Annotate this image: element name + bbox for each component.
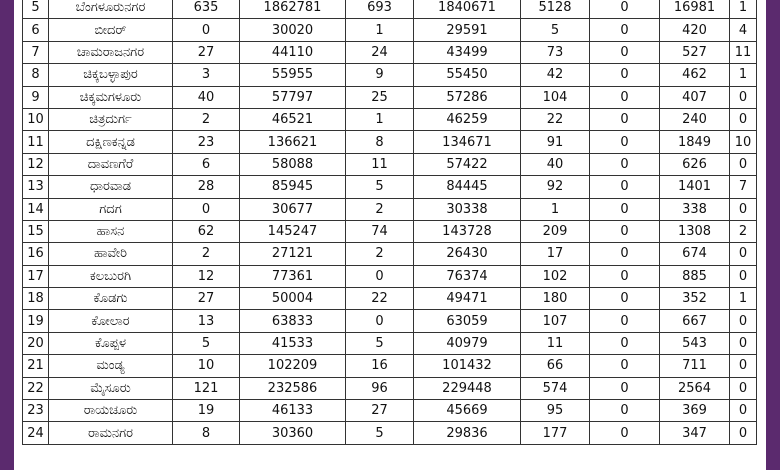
district-name-cell: ಮಂಡ್ಯ [49,355,173,377]
value-cell-5: 5128 [521,0,590,19]
value-cell-6: 0 [590,198,660,220]
value-cell-2: 85945 [240,176,346,198]
value-cell-8: 10 [730,131,757,153]
value-cell-8: 7 [730,176,757,198]
serial-number-cell: 18 [23,288,49,310]
value-cell-3: 74 [346,220,414,242]
district-name-cell: ಹಾವೇರಿ [49,243,173,265]
value-cell-2: 46133 [240,400,346,422]
value-cell-4: 1840671 [414,0,521,19]
district-name-cell: ದಕ್ಷಿಣಕನ್ನಡ [49,131,173,153]
value-cell-1: 635 [173,0,240,19]
value-cell-3: 693 [346,0,414,19]
table-row [23,19,757,41]
value-cell-7: 1401 [660,176,730,198]
value-cell-1: 27 [173,41,240,63]
value-cell-1: 3 [173,64,240,86]
value-cell-5: 209 [521,220,590,242]
table-body [23,0,757,444]
value-cell-7: 347 [660,422,730,444]
value-cell-3: 27 [346,400,414,422]
value-cell-8: 0 [730,243,757,265]
table-row [23,265,757,287]
value-cell-2: 58088 [240,153,346,175]
value-cell-1: 121 [173,377,240,399]
table-row [23,86,757,108]
value-cell-7: 1308 [660,220,730,242]
value-cell-3: 2 [346,243,414,265]
value-cell-2: 102209 [240,355,346,377]
district-name-cell: ಮೈಸೂರು [49,377,173,399]
value-cell-8: 0 [730,400,757,422]
table-row [23,176,757,198]
value-cell-6: 0 [590,41,660,63]
value-cell-4: 49471 [414,288,521,310]
value-cell-1: 62 [173,220,240,242]
table-row [23,355,757,377]
district-name-cell: ಹಾಸನ [49,220,173,242]
value-cell-2: 55955 [240,64,346,86]
district-name-cell: ಗದಗ [49,198,173,220]
value-cell-5: 102 [521,265,590,287]
value-cell-6: 0 [590,332,660,354]
serial-number-cell: 5 [23,0,49,19]
district-name-cell: ಚಿತ್ರದುರ್ಗ [49,108,173,130]
value-cell-5: 104 [521,86,590,108]
value-cell-5: 11 [521,332,590,354]
value-cell-5: 107 [521,310,590,332]
value-cell-3: 22 [346,288,414,310]
value-cell-2: 77361 [240,265,346,287]
value-cell-7: 462 [660,64,730,86]
value-cell-2: 50004 [240,288,346,310]
value-cell-3: 9 [346,64,414,86]
serial-number-cell: 24 [23,422,49,444]
value-cell-6: 0 [590,19,660,41]
value-cell-4: 57422 [414,153,521,175]
value-cell-2: 232586 [240,377,346,399]
value-cell-1: 28 [173,176,240,198]
district-name-cell: ರಾಯಚೂರು [49,400,173,422]
value-cell-6: 0 [590,131,660,153]
district-name-cell: ಕೋಲಾರ [49,310,173,332]
value-cell-8: 1 [730,0,757,19]
value-cell-6: 0 [590,310,660,332]
value-cell-6: 0 [590,355,660,377]
value-cell-1: 6 [173,153,240,175]
value-cell-8: 0 [730,355,757,377]
serial-number-cell: 8 [23,64,49,86]
district-name-cell: ಕೊಡಗು [49,288,173,310]
serial-number-cell: 22 [23,377,49,399]
value-cell-2: 1862781 [240,0,346,19]
table-row [23,422,757,444]
value-cell-1: 12 [173,265,240,287]
serial-number-cell: 15 [23,220,49,242]
value-cell-8: 0 [730,86,757,108]
value-cell-8: 0 [730,153,757,175]
table-row [23,131,757,153]
value-cell-6: 0 [590,153,660,175]
value-cell-1: 2 [173,108,240,130]
value-cell-8: 0 [730,108,757,130]
value-cell-3: 96 [346,377,414,399]
value-cell-3: 25 [346,86,414,108]
value-cell-4: 76374 [414,265,521,287]
value-cell-6: 0 [590,64,660,86]
value-cell-7: 369 [660,400,730,422]
value-cell-4: 101432 [414,355,521,377]
value-cell-2: 136621 [240,131,346,153]
serial-number-cell: 13 [23,176,49,198]
value-cell-8: 0 [730,422,757,444]
value-cell-5: 180 [521,288,590,310]
value-cell-3: 5 [346,176,414,198]
district-name-cell: ಚಿಕ್ಕಮಗಳೂರು [49,86,173,108]
table-row [23,153,757,175]
value-cell-6: 0 [590,108,660,130]
value-cell-4: 30338 [414,198,521,220]
table-row [23,377,757,399]
value-cell-6: 0 [590,86,660,108]
value-cell-4: 29591 [414,19,521,41]
value-cell-4: 55450 [414,64,521,86]
value-cell-2: 63833 [240,310,346,332]
district-name-cell: ಕಲಬುರಗಿ [49,265,173,287]
value-cell-8: 1 [730,64,757,86]
value-cell-2: 30360 [240,422,346,444]
value-cell-5: 177 [521,422,590,444]
value-cell-6: 0 [590,0,660,19]
value-cell-1: 0 [173,198,240,220]
value-cell-7: 527 [660,41,730,63]
value-cell-5: 91 [521,131,590,153]
district-name-cell: ಚಿಕ್ಕಬಳ್ಳಾಪುರ [49,64,173,86]
value-cell-6: 0 [590,243,660,265]
table-row [23,220,757,242]
value-cell-5: 5 [521,19,590,41]
value-cell-5: 40 [521,153,590,175]
value-cell-1: 23 [173,131,240,153]
serial-number-cell: 6 [23,19,49,41]
value-cell-8: 0 [730,310,757,332]
serial-number-cell: 7 [23,41,49,63]
value-cell-1: 8 [173,422,240,444]
value-cell-4: 57286 [414,86,521,108]
serial-number-cell: 17 [23,265,49,287]
serial-number-cell: 11 [23,131,49,153]
table-row [23,310,757,332]
value-cell-1: 40 [173,86,240,108]
table-row [23,400,757,422]
table-row [23,243,757,265]
value-cell-5: 92 [521,176,590,198]
value-cell-1: 2 [173,243,240,265]
value-cell-3: 1 [346,19,414,41]
serial-number-cell: 19 [23,310,49,332]
table-row [23,64,757,86]
value-cell-5: 17 [521,243,590,265]
value-cell-4: 229448 [414,377,521,399]
value-cell-4: 63059 [414,310,521,332]
value-cell-3: 16 [346,355,414,377]
value-cell-6: 0 [590,176,660,198]
serial-number-cell: 23 [23,400,49,422]
value-cell-7: 626 [660,153,730,175]
value-cell-3: 5 [346,422,414,444]
value-cell-2: 27121 [240,243,346,265]
district-name-cell: ರಾಮನಗರ [49,422,173,444]
value-cell-7: 2564 [660,377,730,399]
value-cell-3: 0 [346,265,414,287]
serial-number-cell: 12 [23,153,49,175]
value-cell-7: 1849 [660,131,730,153]
value-cell-2: 41533 [240,332,346,354]
table-row [23,41,757,63]
value-cell-8: 4 [730,19,757,41]
value-cell-1: 19 [173,400,240,422]
value-cell-7: 420 [660,19,730,41]
value-cell-8: 0 [730,198,757,220]
value-cell-3: 1 [346,108,414,130]
value-cell-6: 0 [590,422,660,444]
value-cell-3: 8 [346,131,414,153]
value-cell-8: 1 [730,288,757,310]
value-cell-3: 0 [346,310,414,332]
district-name-cell: ದಾವಣಗೆರೆ [49,153,173,175]
value-cell-1: 0 [173,19,240,41]
value-cell-5: 95 [521,400,590,422]
value-cell-7: 352 [660,288,730,310]
value-cell-1: 5 [173,332,240,354]
value-cell-4: 45669 [414,400,521,422]
value-cell-4: 40979 [414,332,521,354]
value-cell-8: 2 [730,220,757,242]
value-cell-8: 0 [730,377,757,399]
value-cell-5: 66 [521,355,590,377]
value-cell-2: 30020 [240,19,346,41]
value-cell-2: 145247 [240,220,346,242]
value-cell-4: 46259 [414,108,521,130]
value-cell-7: 543 [660,332,730,354]
table-row [23,288,757,310]
value-cell-5: 22 [521,108,590,130]
value-cell-2: 30677 [240,198,346,220]
value-cell-1: 27 [173,288,240,310]
value-cell-7: 240 [660,108,730,130]
right-border-bar [766,0,780,470]
district-name-cell: ಬೆಂಗಳೂರುನಗರ [49,0,173,19]
serial-number-cell: 10 [23,108,49,130]
value-cell-3: 5 [346,332,414,354]
value-cell-6: 0 [590,288,660,310]
value-cell-3: 24 [346,41,414,63]
value-cell-7: 885 [660,265,730,287]
value-cell-4: 29836 [414,422,521,444]
value-cell-5: 73 [521,41,590,63]
district-statistics-table [22,0,757,445]
value-cell-6: 0 [590,377,660,399]
value-cell-7: 667 [660,310,730,332]
table-row [23,0,757,19]
district-name-cell: ಕೊಪ್ಪಳ [49,332,173,354]
value-cell-8: 11 [730,41,757,63]
value-cell-7: 338 [660,198,730,220]
value-cell-8: 0 [730,265,757,287]
value-cell-6: 0 [590,400,660,422]
value-cell-4: 134671 [414,131,521,153]
value-cell-5: 574 [521,377,590,399]
value-cell-7: 711 [660,355,730,377]
serial-number-cell: 21 [23,355,49,377]
value-cell-7: 407 [660,86,730,108]
serial-number-cell: 20 [23,332,49,354]
district-name-cell: ಬೀದರ್ [49,19,173,41]
value-cell-6: 0 [590,265,660,287]
table-row [23,332,757,354]
value-cell-2: 57797 [240,86,346,108]
value-cell-5: 42 [521,64,590,86]
serial-number-cell: 9 [23,86,49,108]
value-cell-6: 0 [590,220,660,242]
left-border-bar [0,0,14,470]
serial-number-cell: 14 [23,198,49,220]
value-cell-4: 26430 [414,243,521,265]
value-cell-8: 0 [730,332,757,354]
value-cell-4: 143728 [414,220,521,242]
table-row [23,108,757,130]
value-cell-7: 16981 [660,0,730,19]
district-name-cell: ಧಾರವಾಡ [49,176,173,198]
value-cell-3: 2 [346,198,414,220]
district-name-cell: ಚಾಮರಾಜನಗರ [49,41,173,63]
value-cell-2: 44110 [240,41,346,63]
table-row [23,198,757,220]
value-cell-1: 10 [173,355,240,377]
value-cell-3: 11 [346,153,414,175]
value-cell-1: 13 [173,310,240,332]
value-cell-5: 1 [521,198,590,220]
value-cell-4: 43499 [414,41,521,63]
value-cell-4: 84445 [414,176,521,198]
value-cell-2: 46521 [240,108,346,130]
value-cell-7: 674 [660,243,730,265]
serial-number-cell: 16 [23,243,49,265]
